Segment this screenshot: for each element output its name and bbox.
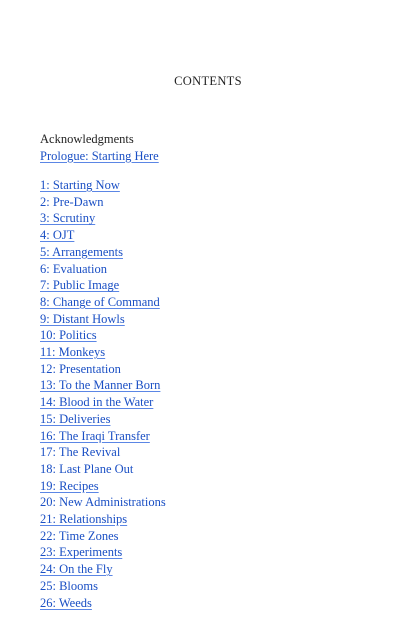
toc-entry-chapter[interactable]: 6: Evaluation [40,261,107,276]
toc-entry-chapter[interactable]: 22: Time Zones [40,528,119,543]
toc-entry-chapter[interactable]: 10: Politics [40,328,97,343]
chapter-list [40,177,166,611]
toc-entry-chapter[interactable]: 16: The Iraqi Transfer [40,428,150,443]
toc-entry-chapter[interactable]: 3: Scrutiny [40,211,96,226]
toc-entry-chapter[interactable]: 13: To the Manner Born [40,378,161,393]
page-title: CONTENTS [174,74,242,88]
toc-entry-prologue[interactable]: Prologue: Starting Here [40,148,159,163]
toc-entry-chapter[interactable]: 26: Weeds [40,595,92,610]
toc-entry-chapter[interactable]: 5: Arrangements [40,244,123,259]
toc-entry-chapter[interactable]: 9: Distant Howls [40,311,125,326]
toc-entry-chapter[interactable]: 21: Relationships [40,512,128,527]
toc-entry-chapter[interactable]: 17: The Revival [40,445,121,460]
front-matter-list [40,131,159,164]
toc-entry-acknowledgments: Acknowledgments [40,132,134,146]
toc-entry-chapter[interactable]: 19: Recipes [40,478,99,493]
toc-entry-chapter[interactable]: 25: Blooms [40,578,98,593]
toc-entry-chapter[interactable]: 23: Experiments [40,545,123,560]
toc-entry-chapter[interactable]: 14: Blood in the Water [40,395,154,410]
toc-entry-chapter[interactable]: 12: Presentation [40,361,121,376]
toc-entry-chapter[interactable]: 24: On the Fly [40,562,113,577]
toc-entry-chapter[interactable]: 8: Change of Command [40,294,160,309]
toc-entry-chapter[interactable]: 18: Last Plane Out [40,461,134,476]
toc-entry-chapter[interactable]: 20: New Administrations [40,495,166,510]
toc-entry-chapter[interactable]: 7: Public Image [40,278,120,293]
toc-entry-chapter[interactable]: 11: Monkeys [40,345,106,360]
toc-entry-chapter[interactable]: 1: Starting Now [40,178,120,192]
toc-entry-chapter[interactable]: 2: Pre-Dawn [40,194,104,209]
toc-entry-chapter[interactable]: 15: Deliveries [40,411,111,426]
toc-entry-chapter[interactable]: 4: OJT [40,228,75,243]
